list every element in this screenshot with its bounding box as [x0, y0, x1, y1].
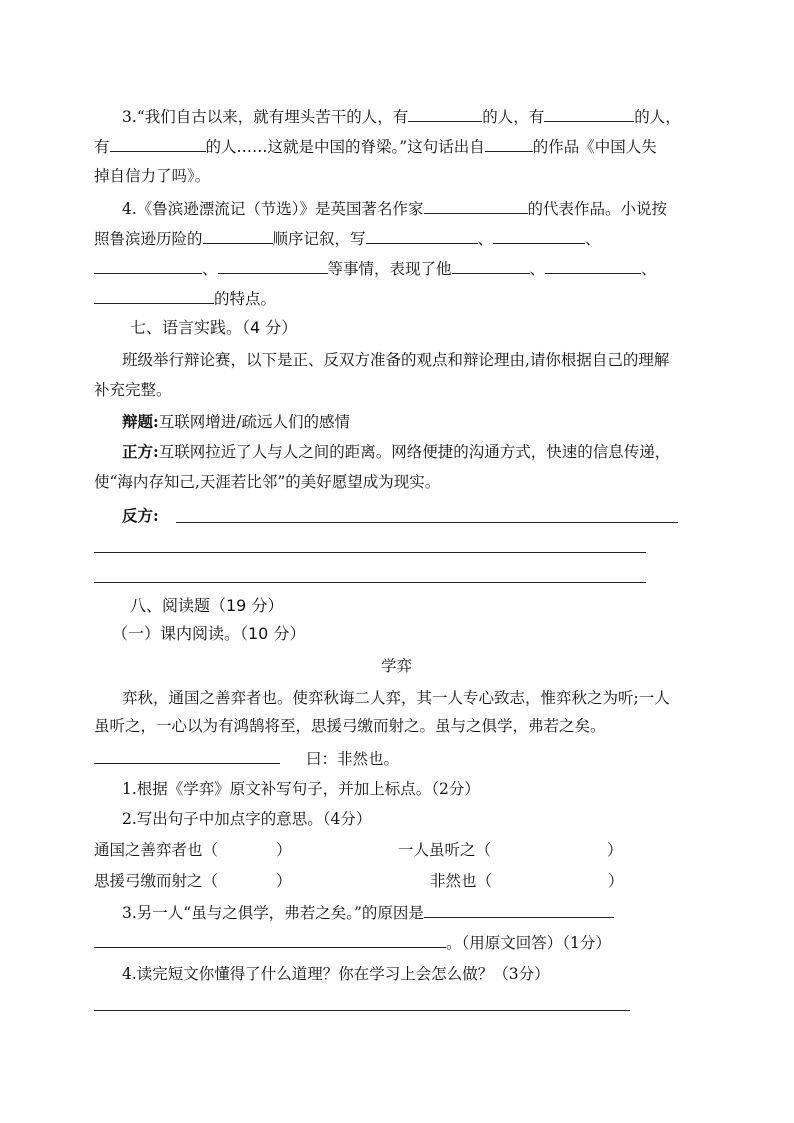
q2-item-2 [398, 840, 623, 860]
q2-item-close: ） [608, 872, 624, 890]
pro-side-line-2: 使“海内存知己,天涯若比邻”的美好愿望成为现实。 [94, 473, 441, 491]
debate-topic-label: 辩题: [122, 412, 159, 431]
q4-text: 、 [477, 230, 494, 248]
q2-item-close: ） [276, 841, 292, 859]
q3-text: 的人……这就是中国的脊梁。”这句话出自 [205, 138, 485, 156]
pro-side-line-1 [122, 442, 670, 462]
q4-text: 、 [202, 260, 218, 278]
passage-line-2: 虽听之，一心以为有鸿鹄将至，思援弓缴而射之。虽与之俱学，弗若之矣。 [94, 717, 606, 735]
pro-side-label: 正方: [122, 442, 159, 461]
section-8-subheading: （一）课内阅读。（10 分） [112, 624, 306, 643]
reading-q4: 4.读完短文你懂得了什么道理？你在学习上会怎么做？（3分） [122, 965, 550, 983]
q4-blank-event-3[interactable] [94, 258, 202, 274]
q4-blank-order[interactable] [203, 228, 273, 244]
q3-text: 有 [94, 138, 110, 156]
q3-text: 的人， [634, 108, 681, 126]
q2-item-4 [430, 871, 624, 891]
q3-line-1 [122, 106, 681, 127]
con-side-answer-line-1[interactable] [176, 522, 678, 523]
reading-q2: 2.写出句子中加点字的意思。（4分） [122, 810, 372, 828]
reading-q3-line-2 [94, 932, 611, 953]
reading-q3-blank-2[interactable] [94, 932, 446, 948]
q3-text: 的人，有 [482, 108, 545, 126]
q4-line-4 [94, 288, 276, 309]
q2-item-1 [94, 840, 292, 860]
section-7-intro-2: 补充完整。 [94, 381, 172, 399]
q3-blank-4[interactable] [485, 136, 533, 152]
q4-line-2 [94, 228, 601, 249]
q2-item-3 [94, 871, 292, 891]
reading-q3-blank-1[interactable] [424, 902, 614, 918]
q4-text: 照鲁滨逊历险的 [94, 230, 203, 248]
con-side-label [122, 506, 159, 526]
q3-blank-3[interactable] [110, 136, 206, 152]
con-side-answer-line-3[interactable] [94, 582, 646, 583]
section-7-intro-1: 班级举行辩论赛，以下是正、反双方准备的观点和辩论理由,请你根据自己的理解 [122, 351, 670, 369]
pro-side-text: 互联网拉近了人与人之间的距离。网络便捷的沟通方式，快速的信息传递， [158, 443, 671, 461]
q4-blank-event-2[interactable] [493, 228, 585, 244]
q2-item-text: 非然也（ [430, 872, 493, 890]
reading-q4-answer-line[interactable] [94, 1010, 630, 1011]
q4-line-1 [122, 198, 667, 219]
q4-text: 顺序记叙，写 [272, 230, 366, 248]
q2-item-close: ） [607, 841, 623, 859]
debate-topic-text: 互联网增进/疏远人们的感情 [158, 413, 350, 431]
section-8-heading: 八、阅读题（19 分） [130, 596, 284, 615]
passage-line-3 [94, 748, 399, 769]
q3-blank-2[interactable] [544, 106, 634, 122]
passage-text: 曰：非然也。 [306, 750, 400, 768]
q2-item-close: ） [276, 872, 292, 890]
q2-item-text: 思援弓缴而射之（ [94, 872, 219, 890]
reading-q3-note: 。（用原文回答）（1分） [446, 934, 611, 952]
reading-q3 [122, 902, 614, 923]
q4-text: 4.《鲁滨逊漂流记（节选）》是英国著名作家 [122, 200, 424, 218]
q4-text: 的代表作品。小说按 [527, 200, 668, 218]
section-7-heading: 七、语言实践。（4 分） [130, 318, 298, 337]
con-side-label-text: 反方: [122, 506, 159, 525]
q3-text: 3.“我们自古以来，就有埋头苦干的人，有 [122, 108, 409, 126]
q4-text: 、 [529, 260, 546, 278]
q4-line-3 [94, 258, 657, 279]
passage-blank[interactable] [94, 748, 280, 764]
q2-item-text: 一人虽听之（ [398, 841, 492, 859]
q3-line-2 [94, 136, 657, 157]
q4-text: 的特点。 [214, 290, 277, 308]
reading-q3-text: 3.另一人“虽与之俱学，弗若之矣。”的原因是 [122, 904, 424, 922]
q4-blank-event-1[interactable] [366, 228, 478, 244]
q4-text: 、 [641, 260, 657, 278]
passage-line-1: 弈秋，通国之善弈者也。使弈秋诲二人弈，其一人专心致志，惟弈秋之为听;一人 [122, 689, 670, 707]
con-side-answer-line-2[interactable] [94, 552, 646, 553]
q4-blank-author[interactable] [424, 198, 528, 214]
q3-line-3: 掉自信力了吗》。 [94, 167, 211, 185]
q4-blank-trait-3[interactable] [94, 288, 214, 304]
q4-text: 等事情，表现了他 [327, 260, 452, 278]
q4-blank-trait-2[interactable] [545, 258, 641, 274]
q3-text: 的作品《中国人失 [532, 138, 657, 156]
q4-blank-trait-1[interactable] [452, 258, 530, 274]
reading-q1: 1.根据《学弈》原文补写句子，并加上标点。（2分） [122, 780, 480, 798]
q4-blank-event-4[interactable] [218, 258, 328, 274]
debate-topic [122, 412, 350, 432]
q4-text: 、 [585, 230, 601, 248]
q2-item-text: 通国之善弈者也（ [94, 841, 219, 859]
q3-blank-1[interactable] [408, 106, 482, 122]
passage-title: 学弈 [381, 657, 413, 675]
